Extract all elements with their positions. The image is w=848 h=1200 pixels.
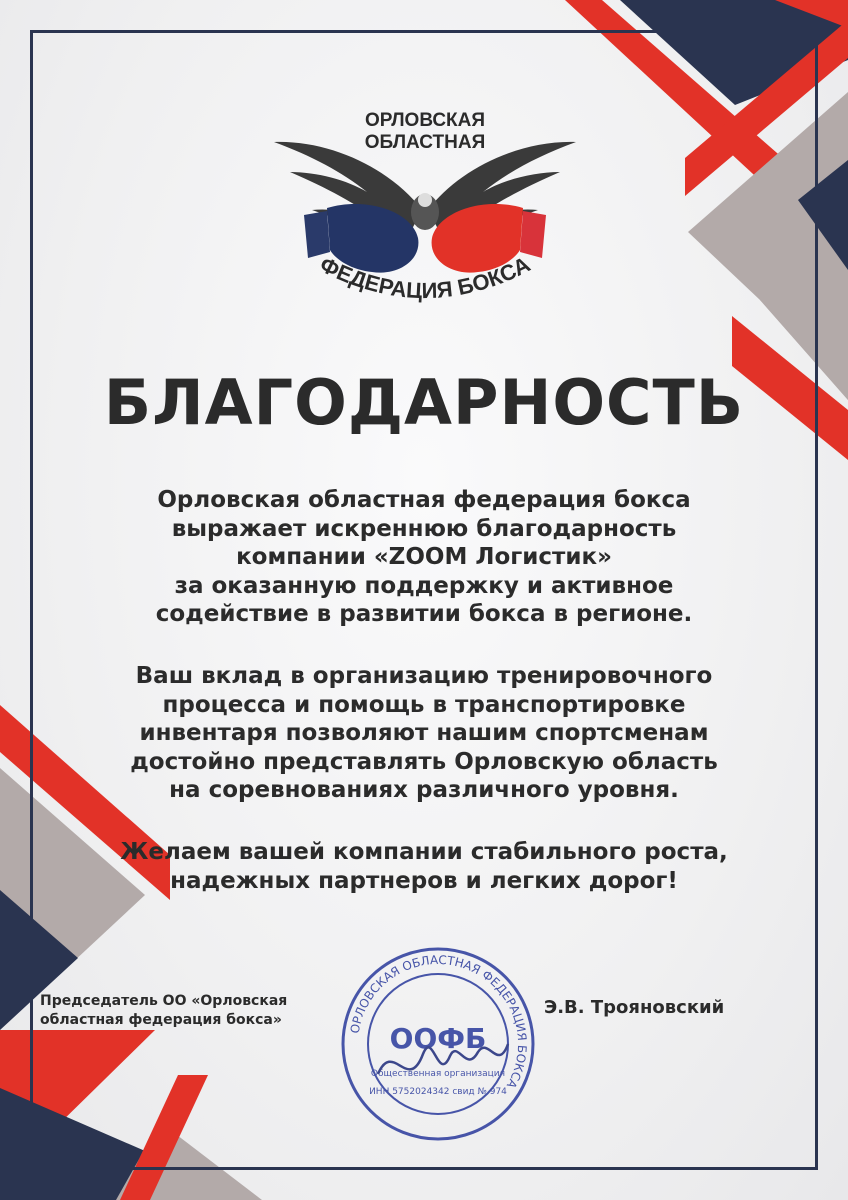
stamp-sub-text: Общественная организация	[370, 1069, 506, 1079]
text-line: Орловская областная федерация бокса	[157, 487, 691, 513]
text-line: достойно представлять Орловскую область	[130, 748, 718, 775]
text-line: Желаем вашей компании стабильного роста,	[120, 839, 728, 865]
logo-arc-text: ФЕДЕРАЦИЯ БОКСА	[315, 251, 535, 304]
signatory-name: Э.В. Трояновский	[544, 997, 725, 1018]
paragraph-1	[74, 486, 774, 629]
stamp-inn-text: ИНН 5752024342 свид № 974	[369, 1087, 507, 1097]
text-line: надежных партнеров и легких дорог!	[170, 867, 678, 894]
paragraph-2	[74, 662, 774, 805]
text-line: на соревнованиях различного уровня.	[169, 777, 679, 803]
text-line: компании «ZOOM Логистик»	[236, 544, 612, 570]
logo-line-2: ОБЛАСТНАЯ	[364, 132, 486, 153]
logo-line-1: ОРЛОВСКАЯ	[364, 110, 486, 131]
text-line: процесса и помощь в транспортировке	[162, 691, 686, 718]
official-stamp	[338, 944, 538, 1144]
text-line: выражает искреннюю благодарность	[171, 515, 677, 542]
certificate-title: БЛАГОДАРНОСТЬ	[103, 366, 745, 439]
text-line: инвентаря позволяют нашим спортсменам	[139, 720, 709, 746]
paragraph-3	[74, 838, 774, 895]
signatory-position	[40, 992, 340, 1030]
text-line: за оказанную поддержку и активное	[174, 572, 674, 599]
position-line: областная федерация бокса»	[40, 1012, 282, 1028]
text-line: Ваш вклад в организацию тренировочного	[135, 663, 713, 689]
text-line: содействие в развитии бокса в регионе.	[155, 601, 693, 627]
stamp-center-text: ООФБ	[389, 1022, 487, 1055]
federation-logo	[272, 100, 578, 330]
position-line: Председатель ОО «Орловская	[40, 993, 288, 1009]
stamp-ring-text: ОРЛОВСКАЯ ОБЛАСТНАЯ ФЕДЕРАЦИЯ БОКСА	[347, 952, 530, 1091]
